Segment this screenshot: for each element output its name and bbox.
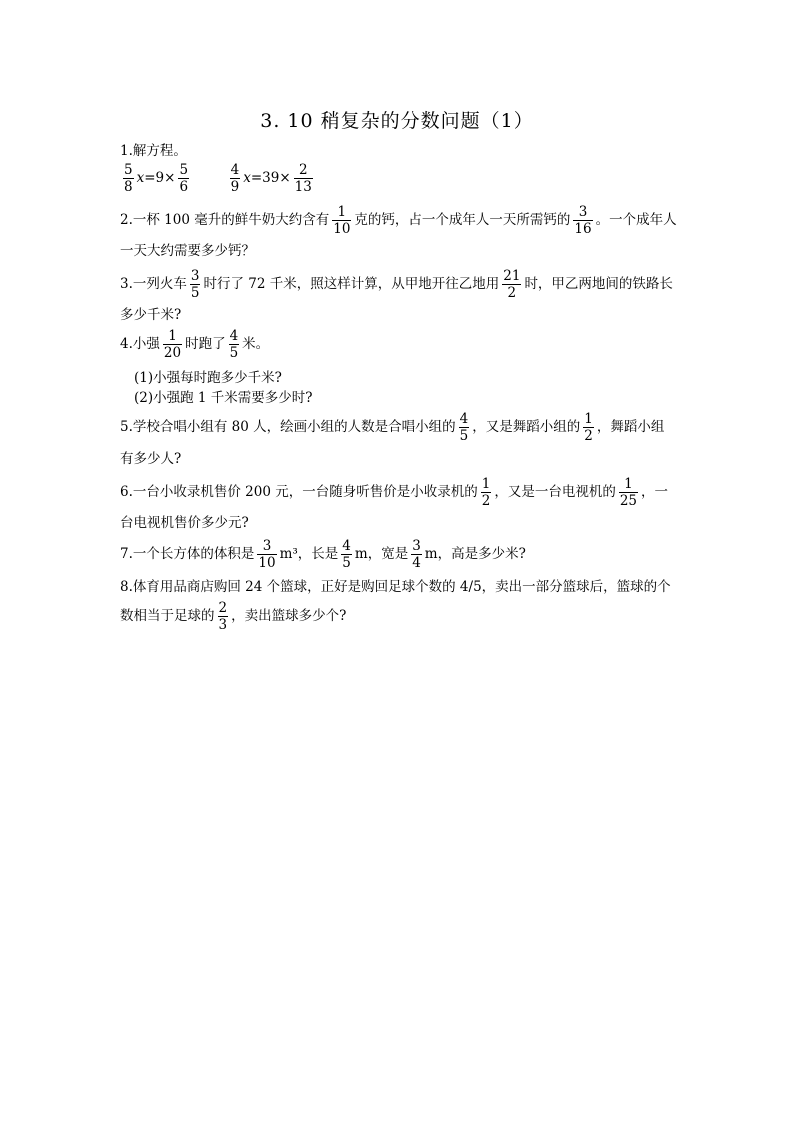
q6-text-a: 6.一台小收录机售价 200 元，一台随身听售价是小收录机的	[120, 484, 478, 500]
q2-text-c: 。一个成年人	[595, 212, 677, 228]
q1-eq2-coef-fraction: $\frac{4}{9}$	[230, 162, 240, 195]
q1-eq1-rhs-fraction: $\frac{5}{6}$	[179, 162, 189, 195]
q7-text-a: 7.一个长方体的体积是	[120, 546, 255, 562]
page-title: 3. 10 稍复杂的分数问题（1）	[260, 110, 534, 132]
q4-text-b: 时跑了	[185, 336, 226, 352]
q7-fraction-3: $\frac{3}{4}$	[412, 538, 421, 571]
q3-text-a: 3.一列火车	[120, 276, 187, 292]
q8-fraction-1: $\frac{2}{3}$	[218, 600, 228, 633]
q8-line1: 8.体育用品商店购回 24 个篮球，正好是购回足球个数的 4/5，卖出一部分篮球后，篮球的个	[120, 579, 671, 595]
q5-line1	[120, 411, 680, 444]
q2-text-b: 克的钙，占一个成年人一天所需钙的	[354, 212, 571, 228]
q6-line1	[120, 476, 680, 509]
q5-text-a: 5.学校合唱小组有 80 人，绘画小组的人数是合唱小组的	[120, 419, 456, 435]
q7-line1	[120, 538, 680, 571]
q7-text-c: m，宽是	[354, 546, 409, 562]
q6-text-c: ，一	[641, 484, 669, 500]
q4-sub1: (1)小强每时跑多少千米?	[134, 370, 282, 386]
q4-line1	[120, 328, 680, 361]
q3-line2: 多少千米?	[120, 307, 182, 323]
q1-eq2-var: x	[243, 170, 251, 186]
q7-fraction-1: $\frac{3}{10}$	[258, 538, 276, 571]
q2-text-a: 2.一杯 100 毫升的鲜牛奶大约含有	[120, 212, 330, 228]
q1-eq2-rhs-fraction: $\frac{2}{13}$	[294, 162, 312, 195]
q2-fraction-1: $\frac{1}{10}$	[333, 204, 351, 237]
q4-sub2: (2)小强跑 1 千米需要多少时?	[134, 390, 313, 406]
q8-text-b: ，卖出篮球多少个?	[231, 608, 347, 624]
q5-text-c: ，舞蹈小组	[596, 419, 665, 435]
q2-line1	[120, 204, 680, 237]
q6-fraction-2: $\frac{1}{25}$	[619, 476, 638, 509]
q3-text-b: 时行了 72 千米，照这样计算，从甲地开往乙地用	[203, 276, 500, 292]
q1-equations	[120, 162, 680, 195]
q5-fraction-2: $\frac{1}{2}$	[584, 411, 593, 444]
q1-label: 1.解方程。	[120, 143, 187, 159]
q5-line2: 有多少人?	[120, 451, 182, 467]
q3-text-c: 时，甲乙两地间的铁路长	[524, 276, 673, 292]
q1-eq1-coef-fraction: $\frac{5}{8}$	[124, 162, 133, 195]
q5-fraction-1: $\frac{4}{5}$	[459, 411, 469, 444]
q2-line2: 一天大约需要多少钙？	[120, 243, 255, 259]
q5-text-b: ，又是舞蹈小组的	[472, 419, 581, 435]
q8-line2	[120, 600, 680, 633]
q7-text-b: m³，长是	[279, 546, 339, 562]
q2-fraction-2: $\frac{3}{16}$	[574, 204, 592, 237]
q6-text-b: ，又是一台电视机的	[494, 484, 616, 500]
q1-eq2-mid: =39×	[250, 170, 291, 186]
q4-text-c: 米。	[242, 336, 270, 352]
q7-text-d: m，高是多少米?	[424, 546, 526, 562]
q3-fraction-1: $\frac{3}{5}$	[190, 268, 200, 301]
q6-fraction-1: $\frac{1}{2}$	[481, 476, 491, 509]
q6-line2: 台电视机售价多少元?	[120, 515, 249, 531]
q7-fraction-2: $\frac{4}{5}$	[342, 538, 351, 571]
q1-eq1-mid: =9×	[144, 170, 176, 186]
q8-text-a: 数相当于足球的	[120, 608, 215, 624]
q4-fraction-1: $\frac{1}{20}$	[163, 328, 182, 361]
q4-text-a: 4.小强	[120, 336, 160, 352]
q3-line1	[120, 268, 680, 301]
q4-fraction-2: $\frac{4}{5}$	[229, 328, 239, 361]
q1-eq1-var: x	[136, 170, 145, 186]
q3-fraction-2: $\frac{21}{2}$	[503, 268, 521, 301]
